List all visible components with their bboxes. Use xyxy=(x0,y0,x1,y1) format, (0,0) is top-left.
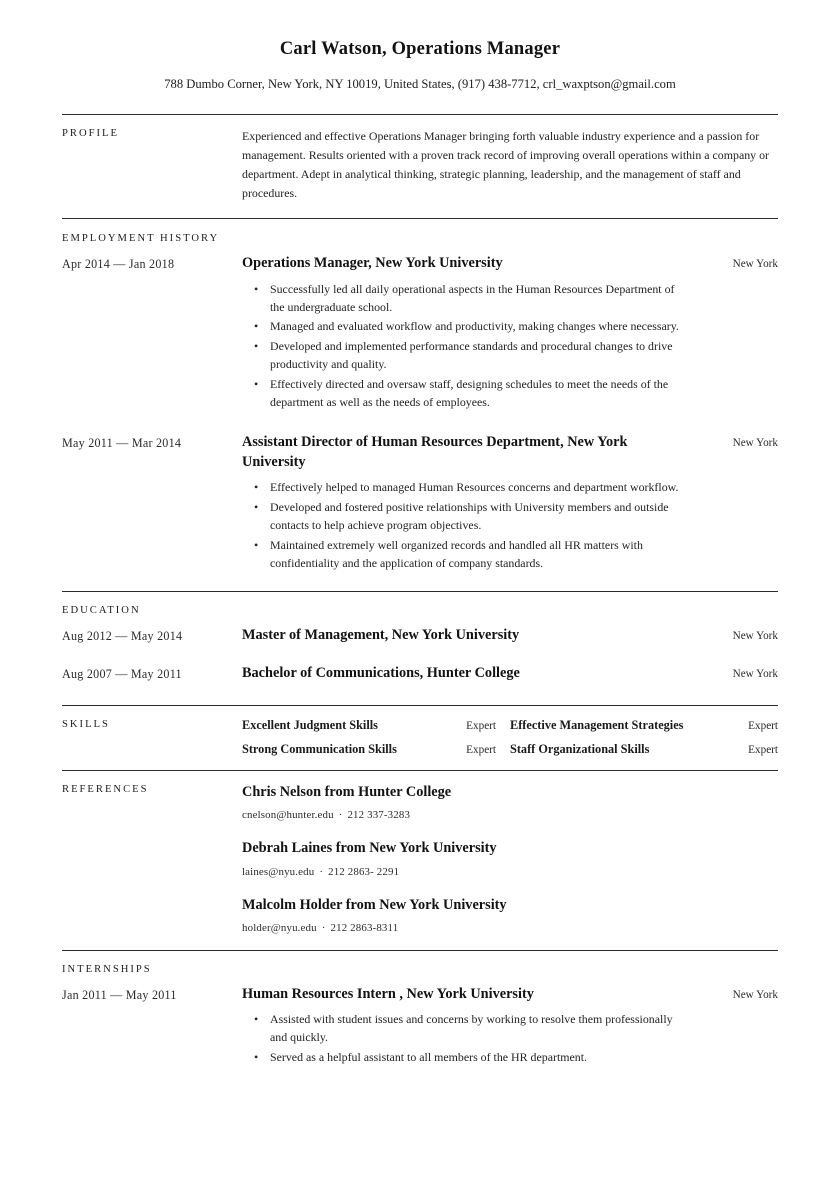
reference-item xyxy=(242,839,778,877)
section-education xyxy=(62,592,778,706)
entry-title: Operations Manager, New York University xyxy=(242,255,503,272)
section-employment-history xyxy=(62,219,778,590)
section-label-employment xyxy=(62,232,778,253)
section-skills xyxy=(62,706,778,770)
reference-phone: 212 2863- 2291 xyxy=(328,865,400,878)
candidate-name: Carl Watson, Operations Manager xyxy=(279,39,561,59)
list-item: • Maintained extremely well organized records and handled all HR matters with confidentiality and the application of company standards. xyxy=(242,537,690,573)
entry-title: Bachelor of Communications, Hunter College xyxy=(242,664,520,681)
reference-name: Debrah Laines from New York University xyxy=(242,840,497,857)
contact-line: 788 Dumbo Corner, New York, NY 10019, United States, (917) 438-7712, crl_waxptson@gmail.com xyxy=(164,77,676,92)
section-title: EMPLOYMENT HISTORY xyxy=(62,233,220,245)
skills-column xyxy=(242,718,510,757)
section-title: REFERENCES xyxy=(62,784,149,796)
resume-header xyxy=(0,0,840,93)
section-label-references xyxy=(62,783,242,795)
entry-location: New York xyxy=(732,667,778,680)
entry-title: Human Resources Intern , New York University xyxy=(242,986,534,1003)
reference-item xyxy=(242,896,778,934)
separator: · xyxy=(338,809,343,822)
skill-row xyxy=(510,742,778,757)
list-item: • Effectively helped to managed Human Resources concerns and department workflow. xyxy=(242,479,690,497)
skill-level: Expert xyxy=(466,720,496,733)
section-label-education xyxy=(62,605,778,625)
skill-name: Effective Management Strategies xyxy=(510,718,684,733)
profile-text: Experienced and effective Operations Manager bringing forth valuable industry experience and a passion for management. Results oriented with a proven track record of improving overall operations within a company or department. Adept in analytical thinking, strategic planning, leadership, and the management of staff and procedures. xyxy=(242,129,769,200)
reference-name: Chris Nelson from Hunter College xyxy=(242,784,452,801)
list-item: • Developed and fostered positive relationships with University members and outside contacts to help achieve program objectives. xyxy=(242,499,690,535)
reference-name: Malcolm Holder from New York University xyxy=(242,896,507,913)
reference-contact xyxy=(242,809,778,821)
list-item: • Successfully led all daily operational aspects in the Human Resources Department of the undergraduate school. xyxy=(242,281,690,317)
skills-column xyxy=(510,718,778,757)
reference-phone: 212 337-3283 xyxy=(347,809,411,822)
list-item: • Developed and implemented performance standards and procedural changes to drive productivity and quality. xyxy=(242,338,690,374)
entry-bullets xyxy=(242,1011,690,1067)
skill-name: Strong Communication Skills xyxy=(242,742,397,757)
entry-bullets xyxy=(242,479,690,572)
resume-sections xyxy=(0,114,840,1085)
section-title: SKILLS xyxy=(62,719,110,731)
entry-title: Master of Management, New York University xyxy=(242,626,520,643)
skill-level: Expert xyxy=(748,744,778,757)
skill-level: Expert xyxy=(466,744,496,757)
reference-email[interactable]: cnelson@hunter.edu xyxy=(242,809,334,822)
section-label-skills xyxy=(62,718,242,730)
entry-date: Apr 2014 — Jan 2018 xyxy=(62,257,175,272)
section-title: EDUCATION xyxy=(62,604,141,616)
list-item: • Effectively directed and oversaw staff, designing schedules to meet the needs of the department as well as the needs of employees. xyxy=(242,376,690,412)
employment-entry xyxy=(62,432,778,575)
skill-row xyxy=(242,742,510,757)
entry-bullets xyxy=(242,281,690,412)
education-entry xyxy=(62,663,778,683)
reference-item xyxy=(242,783,778,821)
reference-contact xyxy=(242,922,778,934)
entry-date: May 2011 — Mar 2014 xyxy=(62,435,182,450)
entry-date: Jan 2011 — May 2011 xyxy=(62,988,177,1003)
section-label-internships xyxy=(62,964,778,984)
separator: · xyxy=(321,922,326,935)
skill-row xyxy=(510,718,778,733)
entry-location: New York xyxy=(732,436,778,449)
reference-contact xyxy=(242,866,778,878)
list-item: • Managed and evaluated workflow and productivity, making changes where necessary. xyxy=(242,318,690,336)
skill-name: Staff Organizational Skills xyxy=(510,742,650,757)
entry-date: Aug 2012 — May 2014 xyxy=(62,628,183,643)
entry-date: Aug 2007 — May 2011 xyxy=(62,666,182,681)
reference-email[interactable]: holder@nyu.edu xyxy=(242,922,317,935)
skill-level: Expert xyxy=(748,720,778,733)
entry-title: Assistant Director of Human Resources Department, New York University xyxy=(242,433,628,470)
education-entry xyxy=(62,625,778,645)
entry-location: New York xyxy=(732,258,778,271)
entry-location: New York xyxy=(732,989,778,1002)
section-label-profile xyxy=(62,127,242,139)
section-title: PROFILE xyxy=(62,128,119,140)
list-item: • Served as a helpful assistant to all members of the HR department. xyxy=(242,1049,690,1067)
list-item: • Assisted with student issues and concerns by working to resolve them professionally and quickly. xyxy=(242,1011,690,1047)
internship-entry xyxy=(62,984,778,1069)
skill-name: Excellent Judgment Skills xyxy=(242,718,378,733)
section-profile xyxy=(62,115,778,218)
section-references xyxy=(62,771,778,950)
separator: · xyxy=(319,865,324,878)
section-internships xyxy=(62,951,778,1085)
entry-location: New York xyxy=(732,629,778,642)
employment-entry xyxy=(62,253,778,413)
section-title: INTERNSHIPS xyxy=(62,964,152,976)
reference-email[interactable]: laines@nyu.edu xyxy=(242,865,315,878)
reference-phone: 212 2863-8311 xyxy=(330,922,399,935)
skill-row xyxy=(242,718,510,733)
